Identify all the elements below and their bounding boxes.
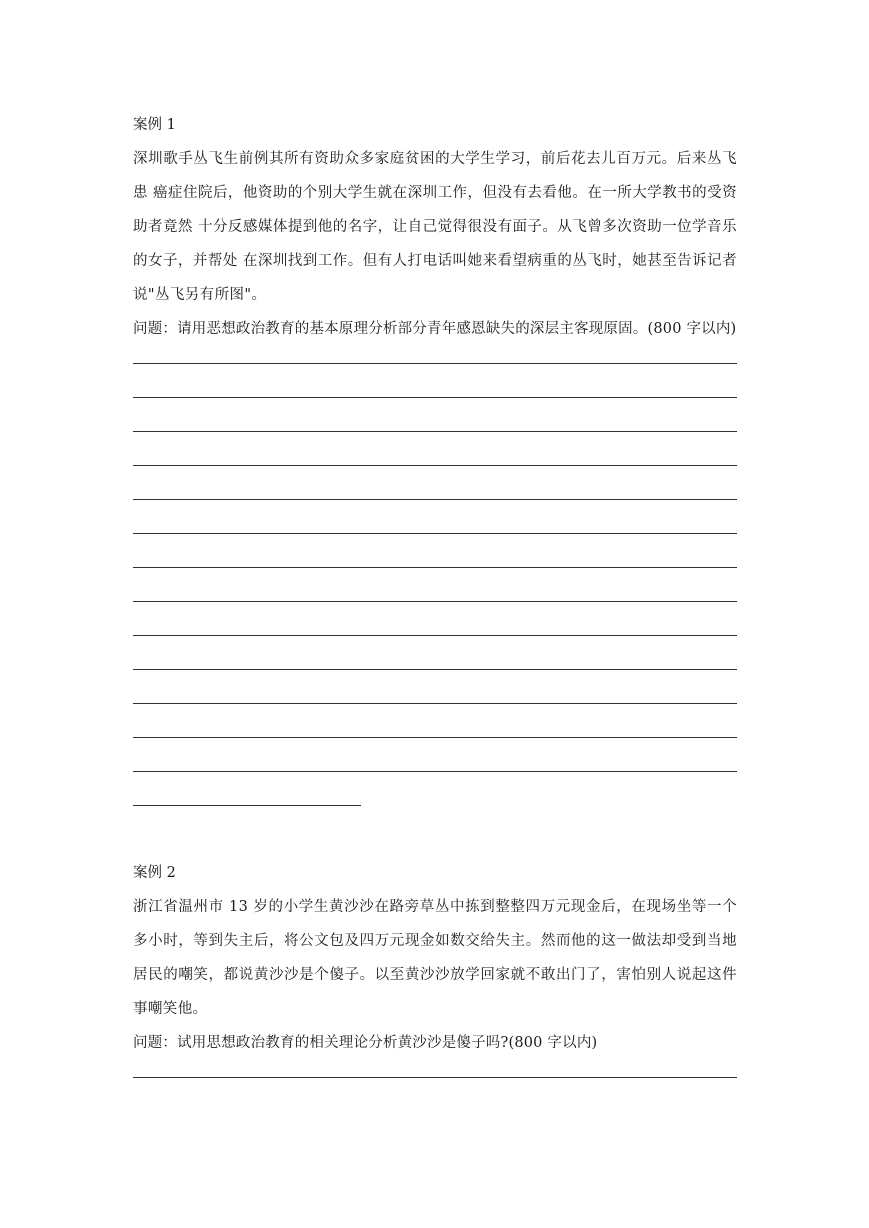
answer-line xyxy=(133,1060,737,1094)
answer-line xyxy=(133,686,737,720)
answer-line xyxy=(133,516,737,550)
case-2-body: 浙江省温州市 13 岁的小学生黄沙沙在路旁草丛中拣到整整四万元现金后，在现场坐等一个多小时，等到失主后，将公文包及四万元现金如数交给失主。然而他的这一做法却受到当地居民的嘲笑，都说黄沙沙是个傻子。以至黄沙沙放学回家就不敢出门了，害怕别人说起这件事嘲笑他。 xyxy=(133,899,737,1017)
answer-line xyxy=(133,584,737,618)
answer-line xyxy=(133,414,737,448)
document-content xyxy=(133,108,737,1094)
answer-line xyxy=(133,550,737,584)
answer-line xyxy=(133,380,737,414)
answer-line xyxy=(133,652,737,686)
answer-line xyxy=(133,482,737,516)
answer-line xyxy=(133,618,737,652)
case-2-section xyxy=(133,856,737,1094)
case-1-answer-area xyxy=(133,346,737,822)
answer-line xyxy=(133,754,737,788)
answer-line xyxy=(133,346,737,380)
case-2-title: 案例 2 xyxy=(133,865,176,881)
case-2-question: 问题：试用思想政治教育的相关理论分析黄沙沙是傻子吗?(800 字以内) xyxy=(133,1035,598,1051)
case-1-title: 案例 1 xyxy=(133,117,176,133)
answer-line xyxy=(133,720,737,754)
answer-line xyxy=(133,448,737,482)
section-spacer xyxy=(133,822,737,856)
case-1-body: 深圳歌手丛飞生前例其所有资助众多家庭贫困的大学生学习，前后花去儿百万元。后来丛飞患 癌症住院后，他资助的个别大学生就在深圳工作，但没有去看他。在一所大学教书的受资助者竟然 十分反感媒体提到他的名字，让自己觉得很没有面子。从飞曾多次资助一位学音乐的女子，并帮处 在深圳找到工作。但有人打电话叫她来看望病重的丛飞时，她甚至告诉记者说"丛飞另有所图"。 xyxy=(133,151,737,303)
case-1-question: 问题：请用恶想政治教育的基本原理分析部分青年感恩缺失的深层主客现原固。(800 字以内) xyxy=(133,321,737,337)
case-2-answer-area xyxy=(133,1060,737,1094)
case-1-section xyxy=(133,108,737,822)
answer-line-last xyxy=(133,788,737,822)
